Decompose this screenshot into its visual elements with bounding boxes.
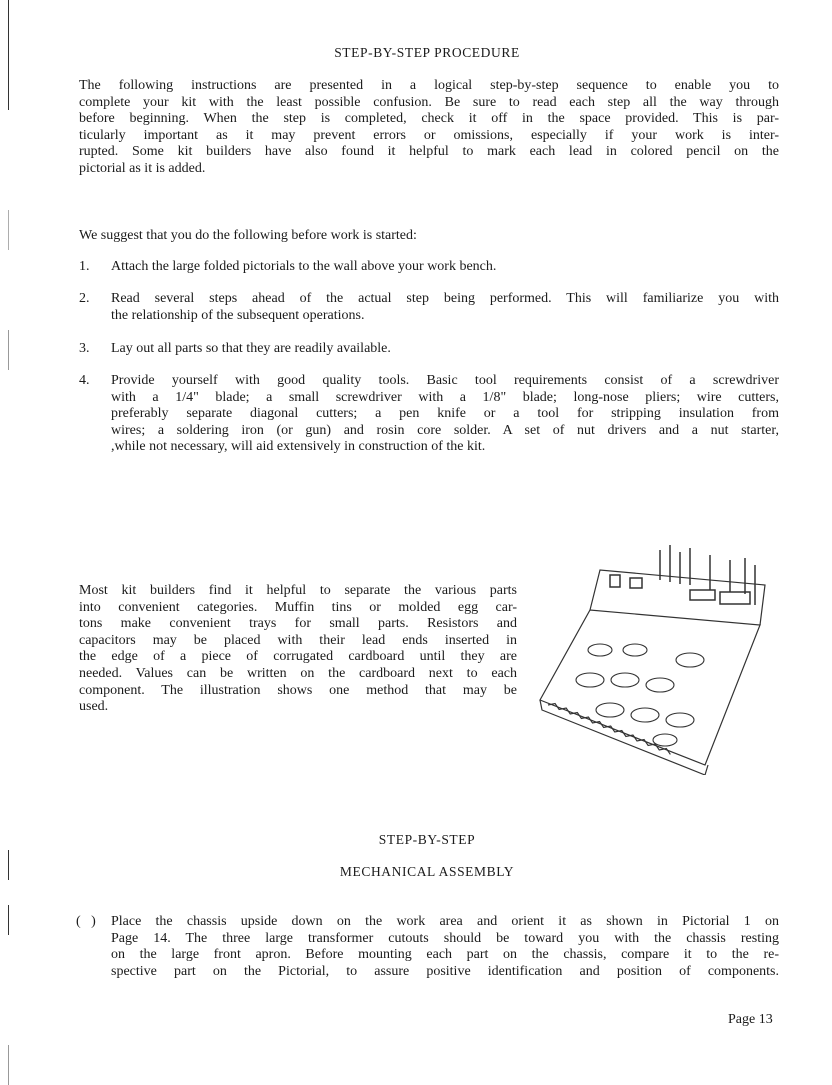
text-line: tons make convenient trays for small parts. Resistors and	[79, 616, 517, 632]
text-line: Attach the large folded pictorials to the wall above your work bench.	[111, 259, 497, 274]
text-line: Lay out all parts so that they are readily available.	[111, 341, 391, 356]
text-line: preferably separate diagonal cutters; a pen knife or a tool for stripping insulation from	[111, 406, 779, 422]
margin-mark	[8, 330, 9, 370]
text-line: into convenient categories. Muffin tins or molded egg car-	[79, 599, 517, 615]
parts-tray-illustration	[530, 530, 790, 775]
cardboard-back	[590, 570, 765, 625]
list-number: 2.	[79, 291, 90, 306]
text-line: before beginning. When the step is completed, check it off in the space provided. This is par-	[79, 111, 779, 127]
text-line: pictorial as it is added.	[79, 160, 206, 176]
text-line: the edge of a piece of corrugated cardboard until they are	[79, 649, 517, 665]
text-line: Most kit builders find it helpful to separate the various parts	[79, 583, 517, 598]
page-number: Page 13	[728, 1012, 773, 1027]
list-item	[111, 291, 779, 324]
text-line: used.	[79, 699, 109, 715]
text-line: spective part on the Pictorial, to assure positive identification and position of components.	[111, 963, 779, 979]
text-line: component. The illustration shows one method that may be	[79, 682, 517, 698]
text-line: ,while not necessary, will aid extensively in construction of the kit.	[111, 439, 486, 455]
page-title: STEP-BY-STEP PROCEDURE	[334, 45, 520, 60]
assembly-step	[111, 914, 779, 980]
text-line: The following instructions are presented in a logical step-by-step sequence to enable you to	[79, 78, 779, 93]
list-number: 3.	[79, 341, 90, 356]
step-checkbox[interactable]: ( )	[76, 914, 96, 929]
text-line: rupted. Some kit builders have also found it helpful to mark each lead in colored pencil on the	[79, 144, 779, 160]
list-number: 4.	[79, 373, 90, 388]
margin-mark	[8, 210, 9, 250]
section-heading: STEP-BY-STEP	[378, 832, 476, 847]
section-heading: MECHANICAL ASSEMBLY	[339, 864, 515, 879]
list-item	[111, 373, 779, 456]
parts-paragraph	[79, 583, 517, 716]
list-number: 1.	[79, 259, 90, 274]
suggest-intro: We suggest that you do the following before work is started:	[79, 228, 417, 243]
text-line: Read several steps ahead of the actual step being performed. This will familiarize you with	[111, 291, 779, 306]
text-line: Page 14. The three large transformer cutouts should be toward you with the chassis resting	[111, 930, 779, 946]
margin-mark	[8, 905, 9, 935]
text-line: needed. Values can be written on the cardboard next to each	[79, 665, 517, 681]
text-line: Provide yourself with good quality tools. Basic tool requirements consist of a screwdriver	[111, 373, 779, 388]
list-item	[111, 259, 779, 276]
list-item	[111, 341, 779, 358]
text-line: Place the chassis upside down on the work area and orient it as shown in Pictorial 1 on	[111, 914, 779, 929]
components	[610, 545, 755, 605]
text-line: with a 1/4" blade; a small screwdriver with a 1/8" blade; long-nose pliers; wire cutters,	[111, 389, 779, 405]
text-line: wires; a soldering iron (or gun) and rosin core solder. A set of nut drivers and a nut starter,	[111, 422, 779, 438]
margin-mark	[8, 1045, 9, 1085]
text-line: the relationship of the subsequent operations.	[111, 307, 365, 323]
intro-paragraph	[79, 78, 779, 178]
text-line: ticularly important as it may prevent errors or omissions, especially if your work is inter-	[79, 127, 779, 143]
text-line: complete your kit with the least possible confusion. Be sure to read each step all the way through	[79, 94, 779, 110]
text-line: capacitors may be placed with their lead ends inserted in	[79, 632, 517, 648]
text-line: on the large front apron. Before mounting each part on the chassis, compare it to the re-	[111, 947, 779, 963]
tray-outline	[540, 610, 760, 765]
